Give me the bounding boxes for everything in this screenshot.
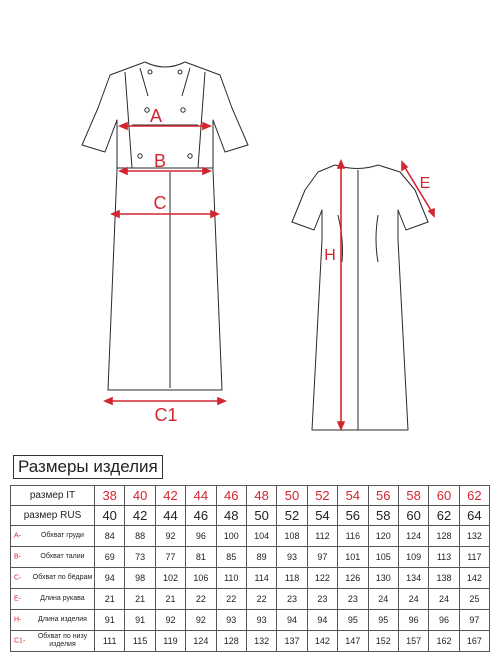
- size-it-value: 48: [246, 486, 276, 506]
- measurement-value: 142: [459, 568, 489, 589]
- measurement-value: 24: [368, 589, 398, 610]
- measurement-value: 21: [95, 589, 125, 610]
- measurement-value: 85: [216, 547, 246, 568]
- measurement-name: Обхват груди: [41, 532, 84, 539]
- measurement-label: [11, 631, 95, 652]
- measurement-value: 162: [429, 631, 459, 652]
- size-rus-value: 64: [459, 506, 489, 526]
- size-it-value: 56: [368, 486, 398, 506]
- measurement-value: 102: [155, 568, 185, 589]
- measurement-value: 132: [459, 526, 489, 547]
- size-rus-row: [11, 506, 490, 526]
- size-rus-value: 42: [125, 506, 155, 526]
- size-it-value: 52: [307, 486, 337, 506]
- measurement-code: B-: [14, 553, 21, 561]
- size-it-value: 58: [398, 486, 428, 506]
- measurement-value: 124: [398, 526, 428, 547]
- measurement-label: [11, 547, 95, 568]
- measurement-value: 118: [277, 568, 307, 589]
- measurement-value: 23: [307, 589, 337, 610]
- measurement-row: [11, 547, 490, 568]
- size-it-value: 54: [338, 486, 368, 506]
- measurement-value: 157: [398, 631, 428, 652]
- measurement-value: 95: [338, 610, 368, 631]
- measurement-name: Обхват талии: [40, 553, 85, 560]
- measurement-value: 119: [155, 631, 185, 652]
- measurement-row: [11, 568, 490, 589]
- size-it-value: 42: [155, 486, 185, 506]
- measurement-value: 95: [368, 610, 398, 631]
- measurement-code: C-: [14, 574, 22, 582]
- measurement-value: 81: [186, 547, 216, 568]
- label-b: B: [153, 151, 167, 171]
- measurement-value: 92: [186, 610, 216, 631]
- measurement-value: 88: [125, 526, 155, 547]
- measurement-value: 21: [125, 589, 155, 610]
- measurement-code: H-: [14, 616, 22, 624]
- size-it-value: 60: [429, 486, 459, 506]
- size-it-value: 38: [95, 486, 125, 506]
- measurement-row: [11, 589, 490, 610]
- measurement-value: 113: [429, 547, 459, 568]
- measurement-label: [11, 589, 95, 610]
- measurement-row: [11, 610, 490, 631]
- measurement-code: E-: [14, 595, 21, 603]
- measurement-value: 21: [155, 589, 185, 610]
- measurement-label: [11, 568, 95, 589]
- measurement-name: Длина рукава: [40, 595, 85, 602]
- measurement-value: 137: [277, 631, 307, 652]
- measurement-value: 152: [368, 631, 398, 652]
- measurement-value: 134: [398, 568, 428, 589]
- measurement-name: Обхват по низу изделия: [37, 633, 88, 648]
- measurement-value: 116: [338, 526, 368, 547]
- measurement-value: 22: [186, 589, 216, 610]
- size-rus-label: размер RUS: [11, 506, 95, 526]
- measurement-value: 23: [338, 589, 368, 610]
- measurement-value: 96: [398, 610, 428, 631]
- measurement-value: 73: [125, 547, 155, 568]
- measurement-value: 94: [307, 610, 337, 631]
- measurement-value: 115: [125, 631, 155, 652]
- measurement-name: Длина изделия: [38, 616, 87, 623]
- size-rus-value: 60: [398, 506, 428, 526]
- measurement-value: 108: [277, 526, 307, 547]
- measurement-value: 98: [125, 568, 155, 589]
- measurement-value: 132: [246, 631, 276, 652]
- measurement-value: 109: [398, 547, 428, 568]
- size-it-row: [11, 486, 490, 506]
- label-c: C: [153, 193, 167, 213]
- back-view-dress: [292, 165, 428, 430]
- size-it-value: 50: [277, 486, 307, 506]
- measurement-value: 167: [459, 631, 489, 652]
- measurement-value: 96: [429, 610, 459, 631]
- measurement-value: 23: [277, 589, 307, 610]
- measurement-value: 94: [277, 610, 307, 631]
- measurement-value: 77: [155, 547, 185, 568]
- measurement-value: 142: [307, 631, 337, 652]
- measurement-value: 117: [459, 547, 489, 568]
- measurement-value: 24: [429, 589, 459, 610]
- measurement-value: 93: [216, 610, 246, 631]
- measurement-value: 128: [429, 526, 459, 547]
- measurement-code: C1-: [14, 637, 26, 645]
- size-rus-value: 56: [338, 506, 368, 526]
- measurement-value: 97: [307, 547, 337, 568]
- size-it-value: 40: [125, 486, 155, 506]
- measurement-value: 138: [429, 568, 459, 589]
- measurement-value: 84: [95, 526, 125, 547]
- measurement-value: 101: [338, 547, 368, 568]
- size-it-value: 44: [186, 486, 216, 506]
- measurement-value: 96: [186, 526, 216, 547]
- measurement-value: 111: [95, 631, 125, 652]
- measurement-value: 130: [368, 568, 398, 589]
- measurement-value: 120: [368, 526, 398, 547]
- size-rus-value: 62: [429, 506, 459, 526]
- measurement-value: 100: [216, 526, 246, 547]
- size-it-label: размер IT: [11, 486, 95, 506]
- measurement-value: 147: [338, 631, 368, 652]
- measurement-value: 114: [246, 568, 276, 589]
- measurement-value: 91: [125, 610, 155, 631]
- measurement-value: 92: [155, 526, 185, 547]
- measurement-value: 92: [155, 610, 185, 631]
- size-rus-value: 54: [307, 506, 337, 526]
- table-title: Размеры изделия: [13, 455, 163, 479]
- measurement-value: 110: [216, 568, 246, 589]
- size-rus-value: 44: [155, 506, 185, 526]
- label-e: E: [419, 175, 431, 192]
- measurement-value: 24: [398, 589, 428, 610]
- measurement-value: 25: [459, 589, 489, 610]
- measurement-value: 69: [95, 547, 125, 568]
- size-rus-value: 58: [368, 506, 398, 526]
- label-a: A: [149, 106, 163, 126]
- size-rus-value: 46: [186, 506, 216, 526]
- size-it-value: 46: [216, 486, 246, 506]
- measurement-label: [11, 610, 95, 631]
- measurement-value: 94: [95, 568, 125, 589]
- measurement-value: 91: [95, 610, 125, 631]
- measurement-value: 93: [246, 610, 276, 631]
- measurement-value: 104: [246, 526, 276, 547]
- size-rus-value: 40: [95, 506, 125, 526]
- measurement-value: 89: [246, 547, 276, 568]
- measurement-value: 112: [307, 526, 337, 547]
- size-rus-value: 48: [216, 506, 246, 526]
- measurement-value: 128: [216, 631, 246, 652]
- measurement-name: Обхват по бёдрам: [32, 574, 93, 581]
- measurement-label: [11, 526, 95, 547]
- size-it-value: 62: [459, 486, 489, 506]
- measurement-value: 105: [368, 547, 398, 568]
- measurement-value: 126: [338, 568, 368, 589]
- measurement-value: 22: [246, 589, 276, 610]
- measurement-row: [11, 526, 490, 547]
- measurement-code: A-: [14, 532, 21, 540]
- size-rus-value: 50: [246, 506, 276, 526]
- measurement-value: 122: [307, 568, 337, 589]
- measurement-value: 22: [216, 589, 246, 610]
- measurement-value: 93: [277, 547, 307, 568]
- measurement-value: 124: [186, 631, 216, 652]
- size-table: [10, 485, 490, 652]
- label-c1: C1: [154, 405, 178, 425]
- measurement-row: [11, 631, 490, 652]
- size-rus-value: 52: [277, 506, 307, 526]
- measurement-value: 106: [186, 568, 216, 589]
- measurement-value: 97: [459, 610, 489, 631]
- label-h: H: [324, 247, 336, 264]
- front-view-dress: [82, 62, 248, 390]
